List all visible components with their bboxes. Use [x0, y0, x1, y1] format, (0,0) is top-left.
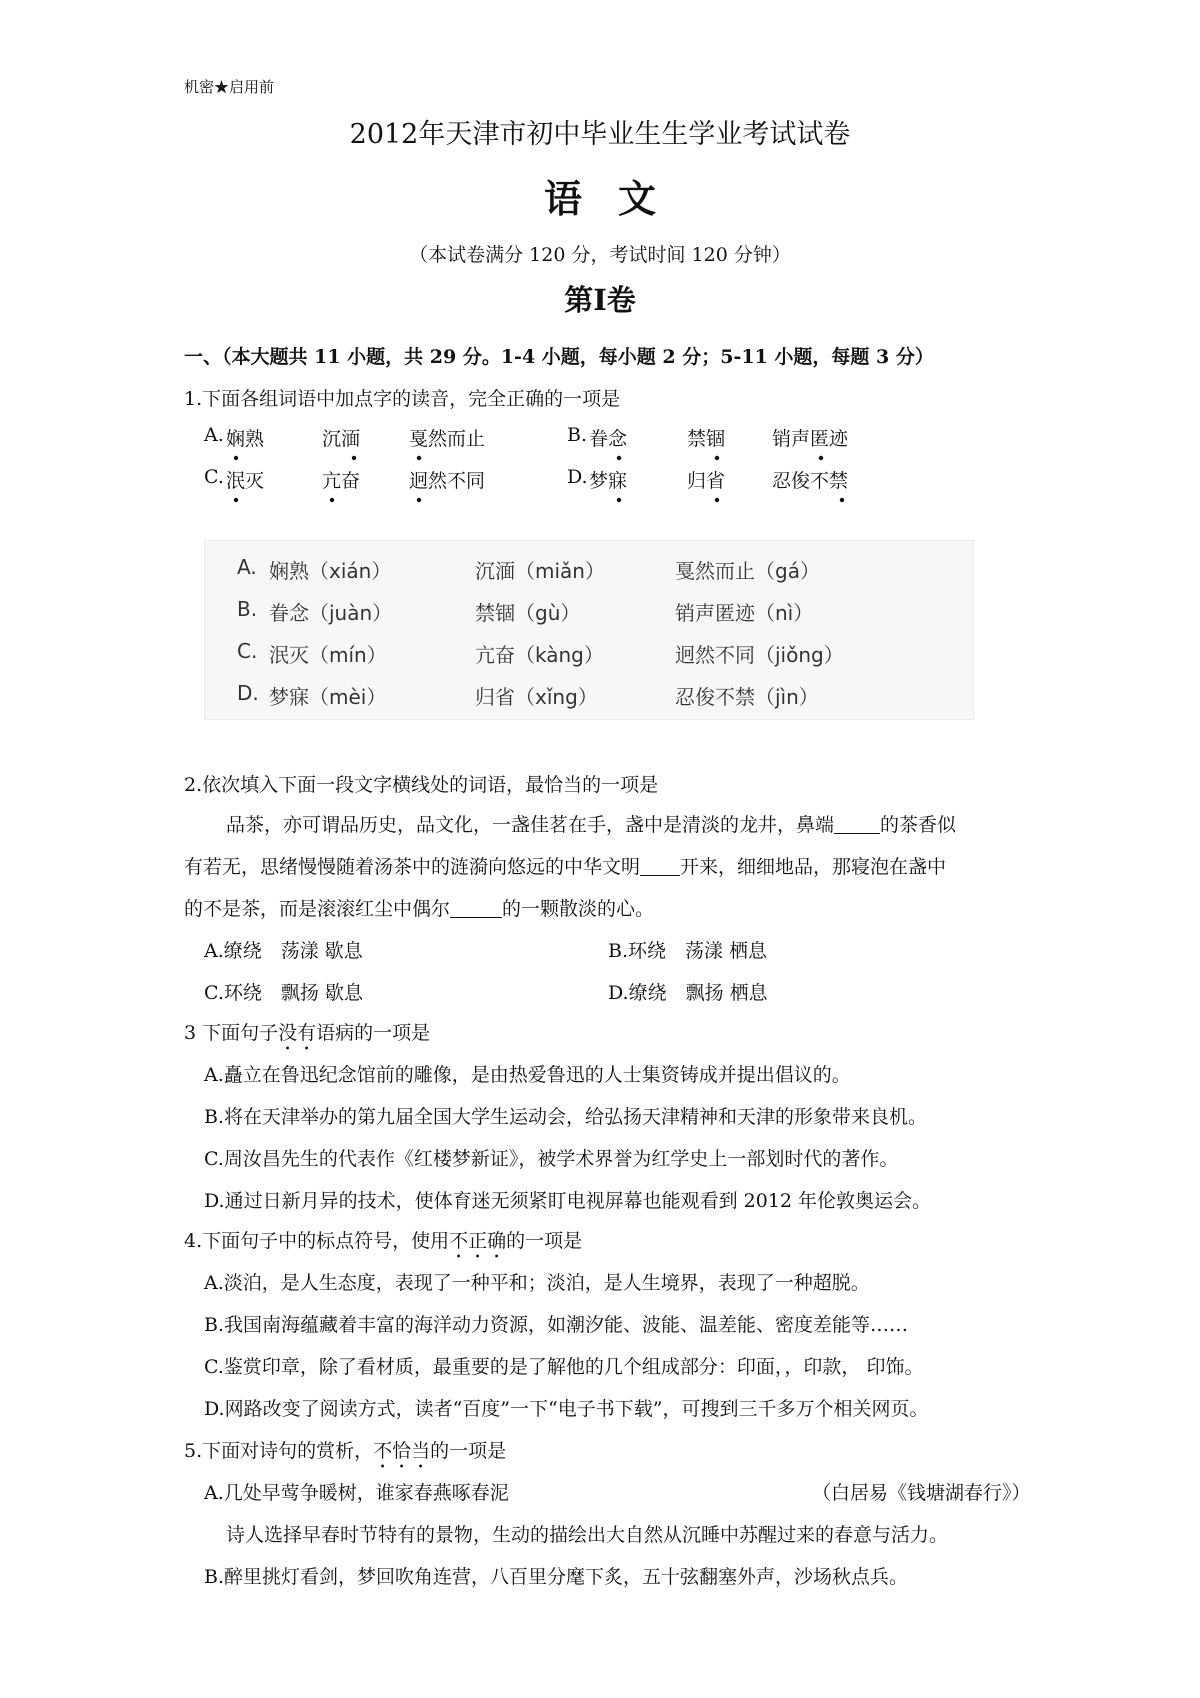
q5-option-a-source: （白居易《钱塘湖春行》） [812, 1482, 1031, 1504]
q1-option-c-word1: 泯灭 [226, 470, 265, 492]
q1-option-c-word2: 亢奋 [322, 470, 361, 492]
q5-stem [184, 1436, 506, 1473]
q4-option-a: A.淡泊，是人生态度，表现了一种平和；淡泊，是人生境界，表现了一种超脱。 [204, 1272, 870, 1294]
confidential-mark: 机密★启用前 [184, 78, 275, 96]
q2-blank-2 [640, 856, 680, 876]
pinyin-row-c-c2: 亢奋（kàng） [475, 643, 604, 667]
pinyin-row-a-c3: 戛然而止（gá） [675, 559, 820, 583]
q2-passage-line3-a: 的不是茶，而是滚滚红尘中偶尔 [184, 898, 451, 920]
q5-stem-b: 的一项是 [430, 1440, 507, 1462]
pinyin-row-b-label: B. [237, 597, 258, 621]
pinyin-row-b-c3: 销声匿迹（nì） [675, 601, 814, 625]
q2-option-c: C.环绕 飘扬 歇息 [204, 982, 363, 1004]
q3-stem-b: 语病的一项是 [316, 1022, 431, 1044]
q2-blank-3 [450, 898, 502, 918]
q1-option-b-word2: 禁锢 [687, 428, 726, 450]
q4-stem [184, 1226, 582, 1263]
q2-passage-line1 [226, 810, 956, 837]
q5-stem-a: 5.下面对诗句的赏析， [184, 1440, 374, 1462]
pinyin-row-c-label: C. [237, 639, 258, 663]
pinyin-row-d-c2: 归省（xǐng） [475, 685, 598, 709]
subject-title: 语文 [543, 176, 692, 221]
q3-option-b: B.将在天津举办的第九届全国大学生运动会，给弘扬天津精神和天津的形象带来良机。 [204, 1106, 928, 1128]
pinyin-row-b-c1: 眷念（juàn） [269, 601, 393, 625]
q5-stem-emphasis: 不恰当 [373, 1440, 431, 1462]
pinyin-row-a-c2: 沉湎（miǎn） [475, 559, 605, 583]
q2-passage-line1-a: 品茶，亦可谓品历史，品文化，一盏佳茗在手，盏中是清淡的龙井，鼻端 [226, 814, 835, 836]
q1-option-b-word3: 销声匿迹 [772, 428, 849, 450]
q5-option-a-poem: A.几处早莺争暖树，谁家春燕啄春泥 [204, 1482, 509, 1504]
q1-option-a-word1: 娴熟 [226, 428, 265, 450]
pinyin-answer-image [204, 540, 974, 720]
q5-option-b-poem: B.醉里挑灯看剑，梦回吹角连营，八百里分麾下炙，五十弦翻塞外声，沙场秋点兵。 [204, 1566, 909, 1588]
q2-option-d: D.缭绕 飘扬 栖息 [608, 982, 768, 1004]
pinyin-row-d-label: D. [237, 681, 259, 705]
q3-option-a: A.矗立在鲁迅纪念馆前的雕像，是由热爱鲁迅的人士集资铸成并提出倡议的。 [204, 1064, 851, 1086]
pinyin-row-a-label: A. [237, 555, 257, 579]
q2-passage-line2-b: 开来，细细地品，那寝泡在盏中 [680, 856, 947, 878]
q3-stem-a: 3 下面句子 [184, 1022, 279, 1044]
q2-option-b: B.环绕 荡漾 栖息 [608, 940, 768, 962]
pinyin-row-d-c3: 忍俊不禁（jìn） [675, 685, 819, 709]
q1-option-d-word3: 忍俊不禁 [772, 470, 849, 492]
pinyin-row-b-c2: 禁锢（gù） [475, 601, 581, 625]
q1-option-a-word2: 沉湎 [322, 428, 361, 450]
section-heading: 一、（本大题共 11 小题，共 29 分。1-4 小题，每小题 2 分；5-11 小题，每题 3 分） [184, 346, 934, 368]
q1-option-d-word2: 归省 [687, 470, 726, 492]
pinyin-row-d-c1: 梦寐（mèi） [269, 685, 387, 709]
q1-option-c-label: C. [204, 466, 224, 488]
emphasis-dots [0, 0, 1200, 520]
q1-option-a-label: A. [204, 424, 224, 446]
q1-option-b-label: B. [567, 424, 588, 446]
q1-option-a-word3: 戛然而止 [409, 428, 486, 450]
q2-stem: 2.依次填入下面一段文字横线处的词语，最恰当的一项是 [184, 774, 659, 796]
q3-stem-emphasis: 没有 [278, 1022, 317, 1044]
pinyin-row-c-c3: 迥然不同（jiǒng） [675, 643, 844, 667]
q4-stem-a: 4.下面句子中的标点符号，使用 [184, 1230, 450, 1252]
q4-option-c: C.鉴赏印章，除了看材质，最重要的是了解他的几个组成部分：印面，，印款， 印饰。 [204, 1356, 924, 1378]
q4-stem-b: 的一项是 [506, 1230, 583, 1252]
volume-title: 第Ⅰ卷 [564, 283, 636, 317]
q5-option-a-note: 诗人选择早春时节特有的景物，生动的描绘出大自然从沉睡中苏醒过来的春意与活力。 [226, 1524, 949, 1546]
q1-option-d-label: D. [567, 466, 588, 488]
q1-option-d-word1: 梦寐 [589, 470, 628, 492]
q4-stem-emphasis: 不正确 [449, 1230, 507, 1252]
q3-option-c: C.周汝昌先生的代表作《红楼梦新证》，被学术界誉为红学史上一部划时代的著作。 [204, 1148, 899, 1170]
q2-passage-line3 [184, 894, 654, 921]
q2-passage-line2-a: 有若无，思绪慢慢随着汤茶中的涟漪向悠远的中华文明 [184, 856, 641, 878]
q2-option-a: A.缭绕 荡漾 歇息 [204, 940, 363, 962]
q2-passage-line3-b: 的一颗散淡的心。 [502, 898, 655, 920]
pinyin-row-a-c1: 娴熟（xián） [269, 559, 392, 583]
q1-stem: 1.下面各组词语中加点字的读音，完全正确的一项是 [184, 388, 621, 410]
exam-title: 2012年天津市初中毕业生生学业考试试卷 [349, 119, 851, 150]
exam-info: （本试卷满分 120 分，考试时间 120 分钟） [409, 244, 791, 266]
q2-passage-line2 [184, 852, 946, 879]
q3-stem [184, 1018, 430, 1055]
q4-option-b: B.我国南海蕴藏着丰富的海洋动力资源，如潮汐能、波能、温差能、密度差能等…… [204, 1314, 909, 1336]
q1-option-c-word3: 迥然不同 [409, 470, 486, 492]
q1-option-b-word1: 眷念 [589, 428, 628, 450]
q2-passage-line1-b: 的茶香似 [880, 814, 957, 836]
q4-option-d: D.网路改变了阅读方式，读者“百度”一下“电子书下载”，可搜到三千多万个相关网页。 [204, 1398, 929, 1420]
q3-option-d: D.通过日新月异的技术，使体育迷无须紧盯电视屏幕也能观看到 2012 年伦敦奥运会。 [204, 1190, 932, 1212]
q2-blank-1 [834, 814, 880, 834]
pinyin-row-c-c1: 泯灭（mín） [269, 643, 387, 667]
